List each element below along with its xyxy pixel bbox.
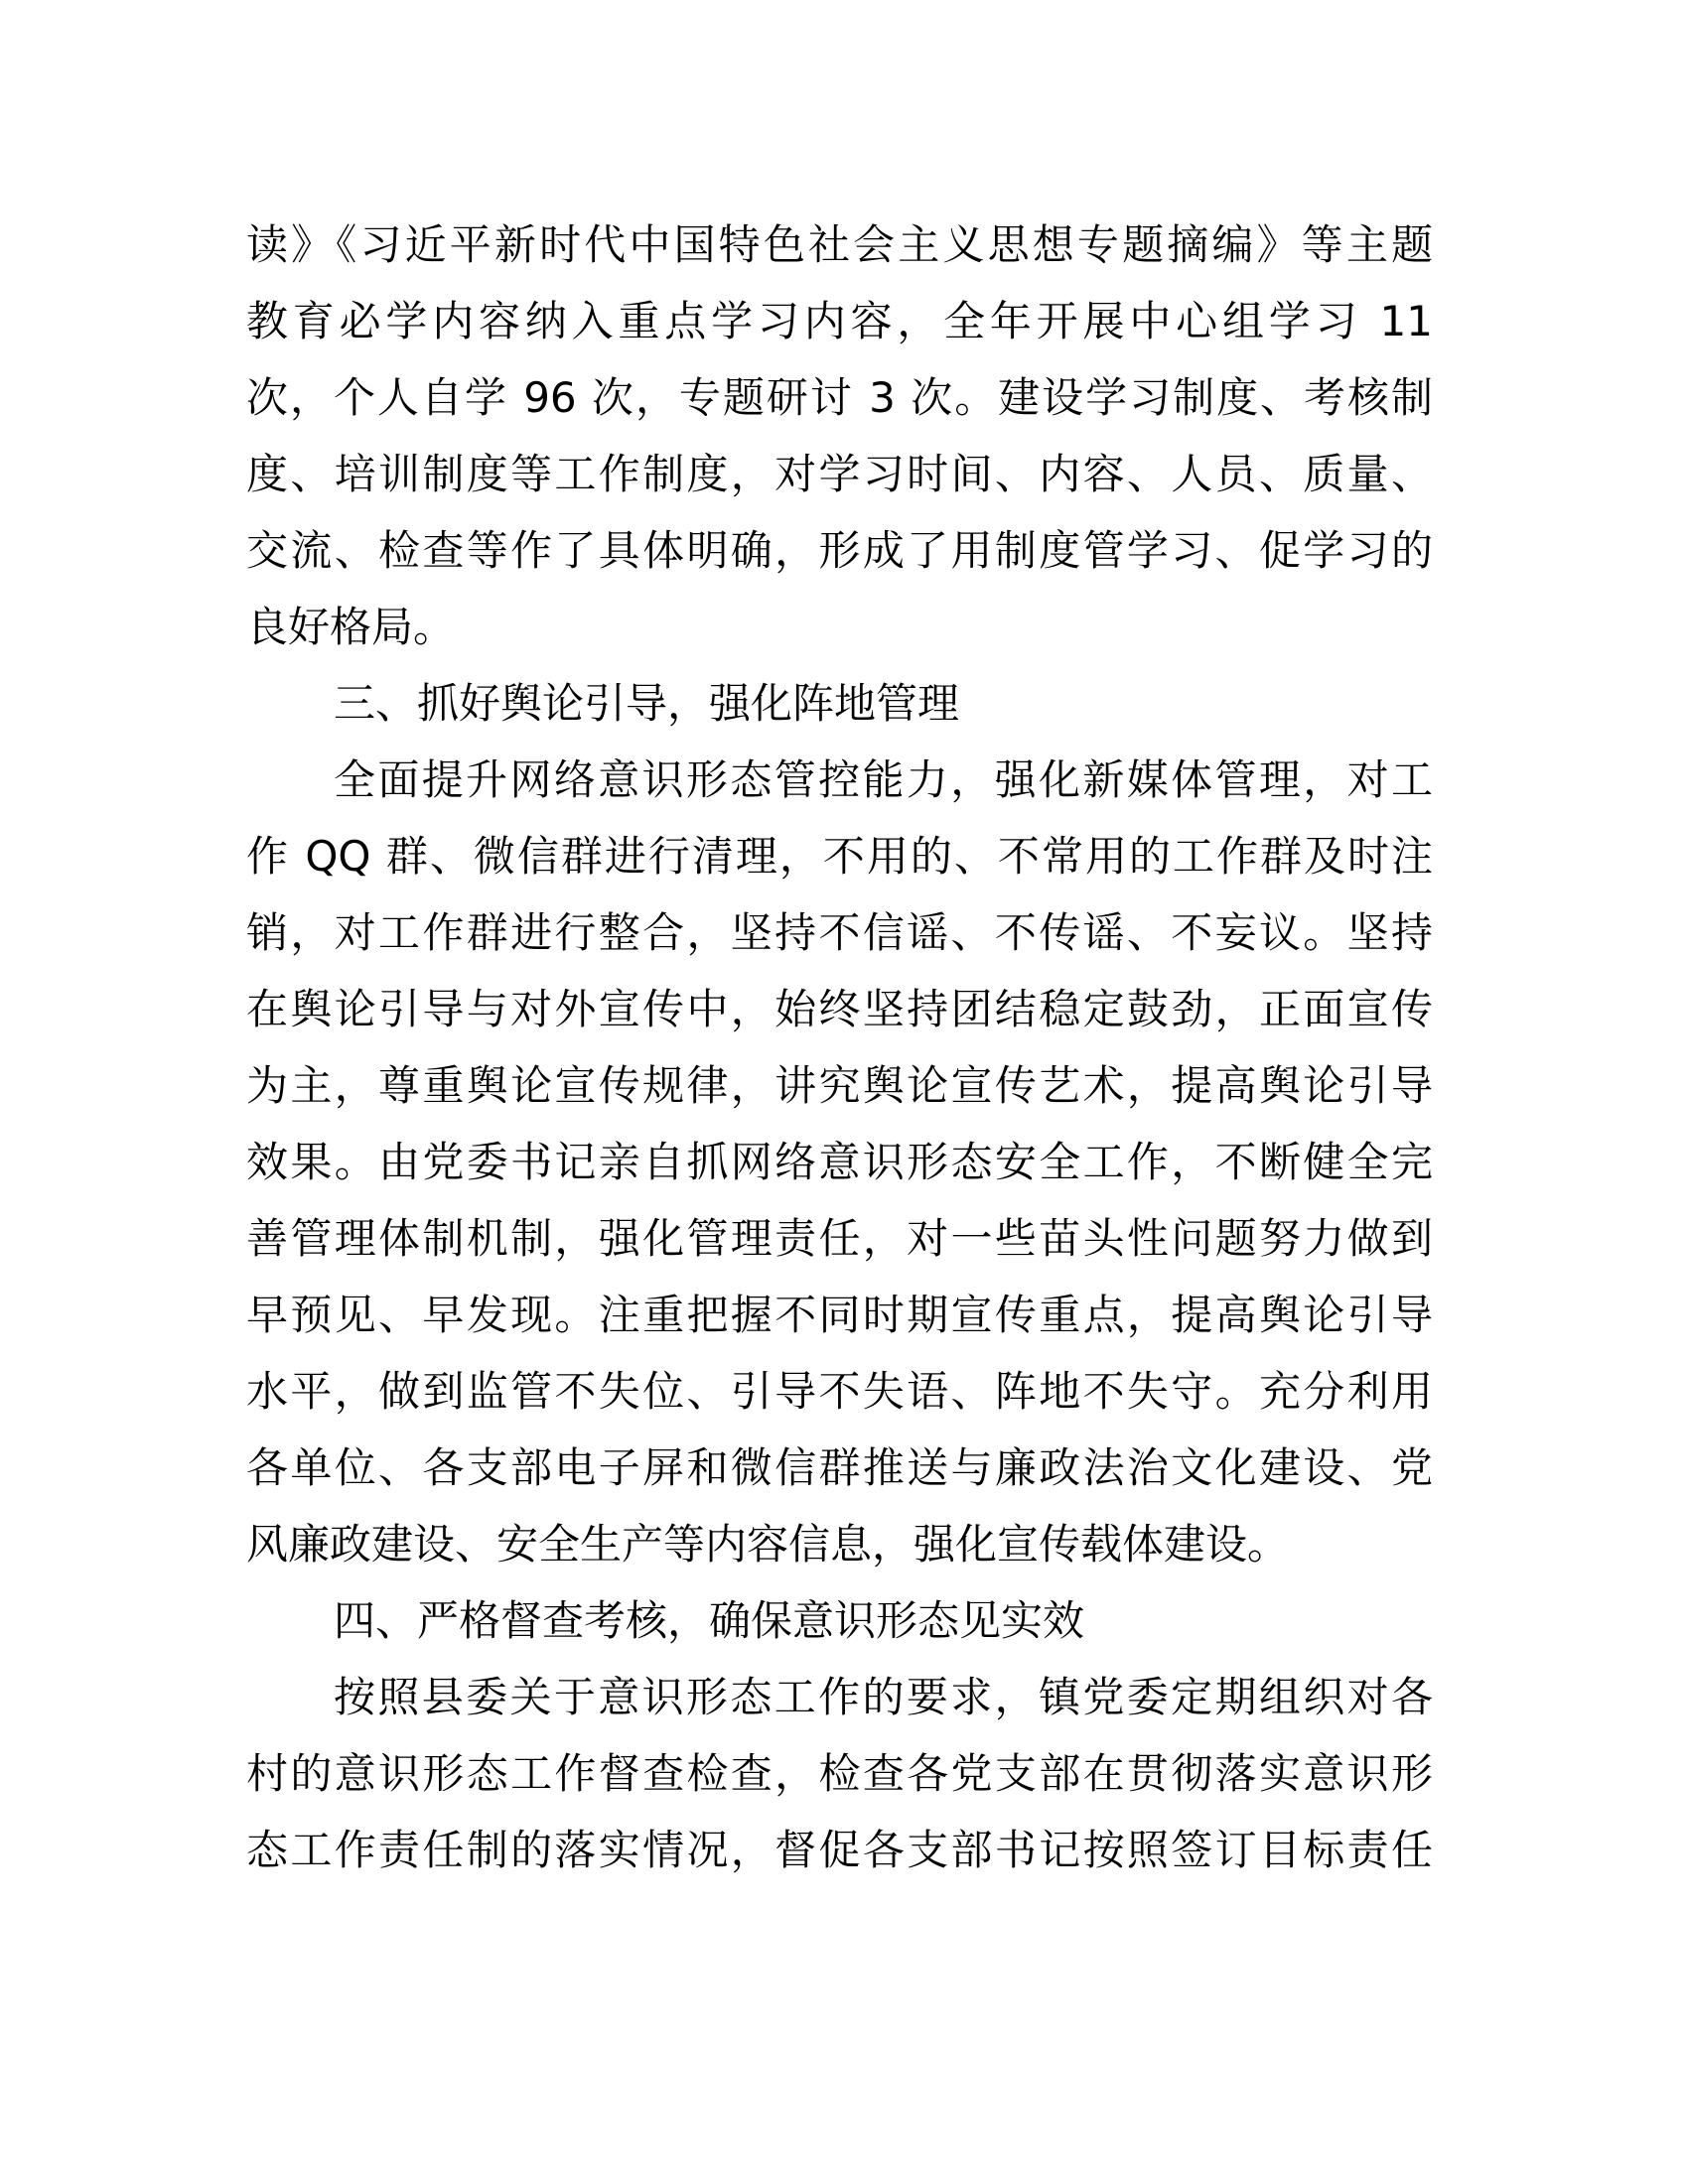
text-line: 教育必学内容纳入重点学习内容，全年开展中心组学习 11 [246,297,1433,345]
text-line: 村的意识形态工作督查检查，检查各党支部在贯彻落实意识形 [246,1749,1433,1798]
text-line: 早预见、早发现。注重把握不同时期宣传重点，提高舆论引导 [246,1291,1433,1339]
text-line: 良好格局。 [246,603,456,651]
text-line: 销，对工作群进行整合，坚持不信谣、不传谣、不妄议。坚持 [246,908,1433,957]
text-line: 各单位、各支部电子屏和微信群推送与廉政法治文化建设、党 [246,1443,1433,1492]
document-body [246,206,1433,1888]
text-line: 效果。由党委书记亲自抓网络意识形态安全工作，不断健全完 [246,1138,1433,1186]
paragraph-inspection [246,1659,1433,1888]
text-line: 风廉政建设、安全生产等内容信息，强化宣传载体建设。 [246,1520,1290,1569]
section-heading-3: 三、抓好舆论引导，强化阵地管理 [334,679,960,728]
text-line: 读》《习近平新时代中国特色社会主义思想专题摘编》等主题 [246,220,1433,269]
text-line: 交流、检查等作了具体明确，形成了用制度管学习、促学习的 [246,526,1433,575]
text-line: 态工作责任制的落实情况，督促各支部书记按照签订目标责任 [246,1826,1433,1874]
text-line: 作 QQ 群、微信群进行清理，不用的、不常用的工作群及时注 [246,832,1433,881]
text-line: 为主，尊重舆论宣传规律，讲究舆论宣传艺术，提高舆论引导 [246,1061,1433,1110]
text-line: 在舆论引导与对外宣传中，始终坚持团结稳定鼓劲，正面宣传 [246,985,1433,1033]
text-line: 度、培训制度等工作制度，对学习时间、内容、人员、质量、 [246,450,1433,498]
text-line: 善管理体制机制，强化管理责任，对一些苗头性问题努力做到 [246,1214,1433,1263]
text-line: 次，个人自学 96 次，专题研讨 3 次。建设学习制度、考核制 [246,373,1433,422]
text-line: 水平，做到监管不失位、引导不失语、阵地不失守。充分利用 [246,1367,1433,1416]
text-line: 按照县委关于意识形态工作的要求，镇党委定期组织对各 [334,1673,1433,1721]
text-line: 全面提升网络意识形态管控能力，强化新媒体管理，对工 [334,755,1433,804]
paragraph-public-opinion [246,742,1433,1582]
paragraph-study-continued [246,206,1433,665]
section-heading-4: 四、严格督查考核，确保意识形态见实效 [334,1596,1085,1645]
